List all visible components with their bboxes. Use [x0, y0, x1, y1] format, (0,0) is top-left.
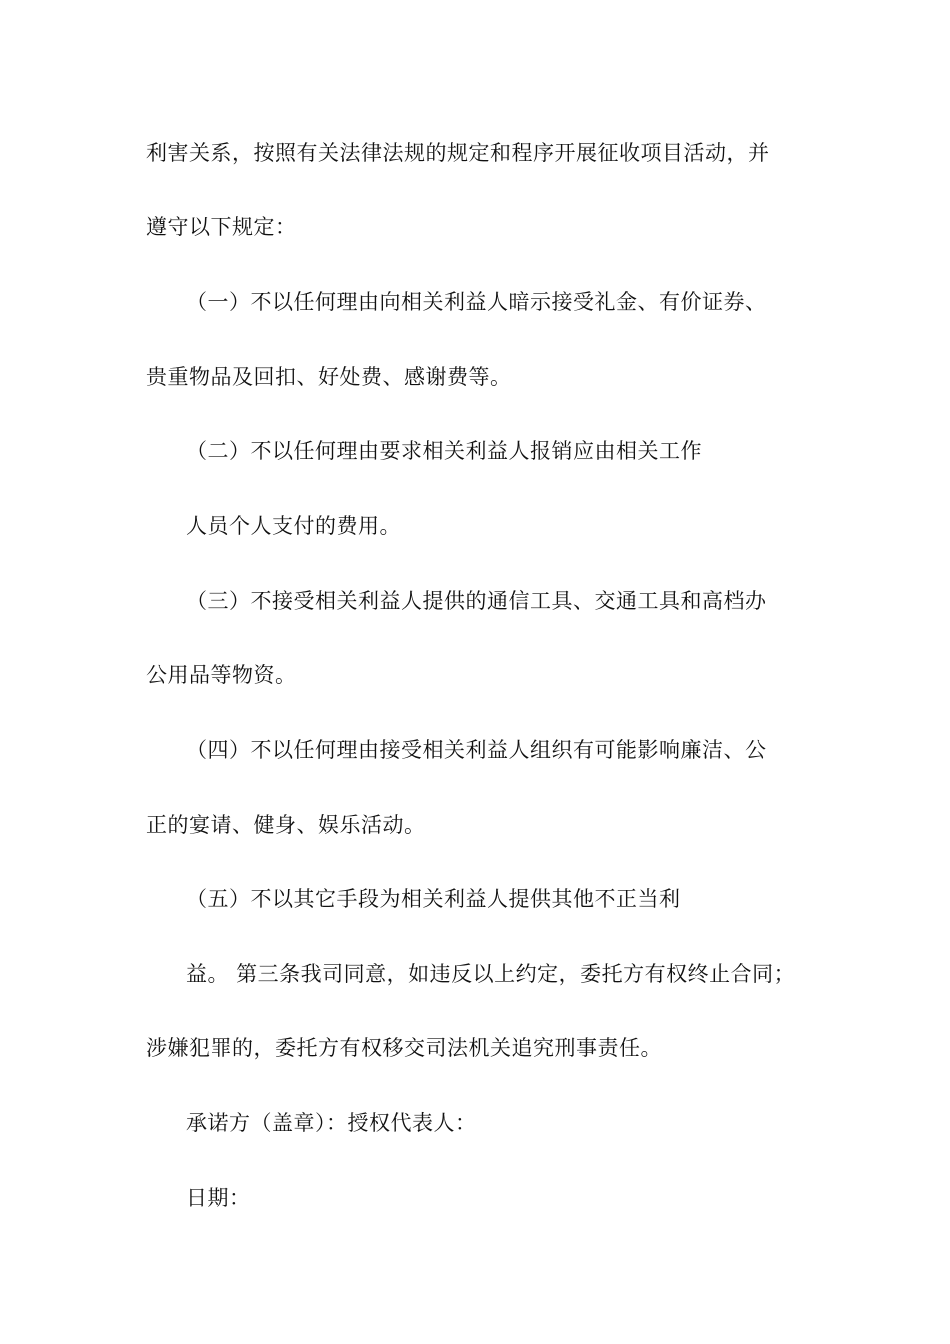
- clause-4-line: （四）不以任何理由接受相关利益人组织有可能影响廉洁、公: [186, 738, 767, 762]
- clause-1-line: （一）不以任何理由向相关利益人暗示接受礼金、有价证券、: [186, 290, 767, 314]
- date-line: 日期：: [186, 1186, 251, 1210]
- clause-3-continuation: 公用品等物资。: [146, 663, 297, 687]
- clause-2-continuation: 人员个人支付的费用。: [186, 514, 401, 538]
- article-3-line: 益。 第三条我司同意，如违反以上约定，委托方有权终止合同；: [186, 962, 796, 986]
- paragraph-line: 利害关系，按照有关法律法规的规定和程序开展征收项目活动，并: [146, 141, 770, 165]
- article-3-continuation: 涉嫌犯罪的，委托方有权移交司法机关追究刑事责任。: [146, 1036, 662, 1060]
- clause-4-continuation: 正的宴请、健身、娱乐活动。: [146, 813, 426, 837]
- clause-1-continuation: 贵重物品及回扣、好处费、感谢费等。: [146, 365, 512, 389]
- clause-5-line: （五）不以其它手段为相关利益人提供其他不正当利: [186, 887, 681, 911]
- clause-3-line: （三）不接受相关利益人提供的通信工具、交通工具和高档办: [186, 589, 767, 613]
- signature-line: 承诺方（盖章）：授权代表人：: [186, 1111, 477, 1135]
- clause-2-line: （二）不以任何理由要求相关利益人报销应由相关工作: [186, 439, 702, 463]
- paragraph-line: 遵守以下规定：: [146, 215, 297, 239]
